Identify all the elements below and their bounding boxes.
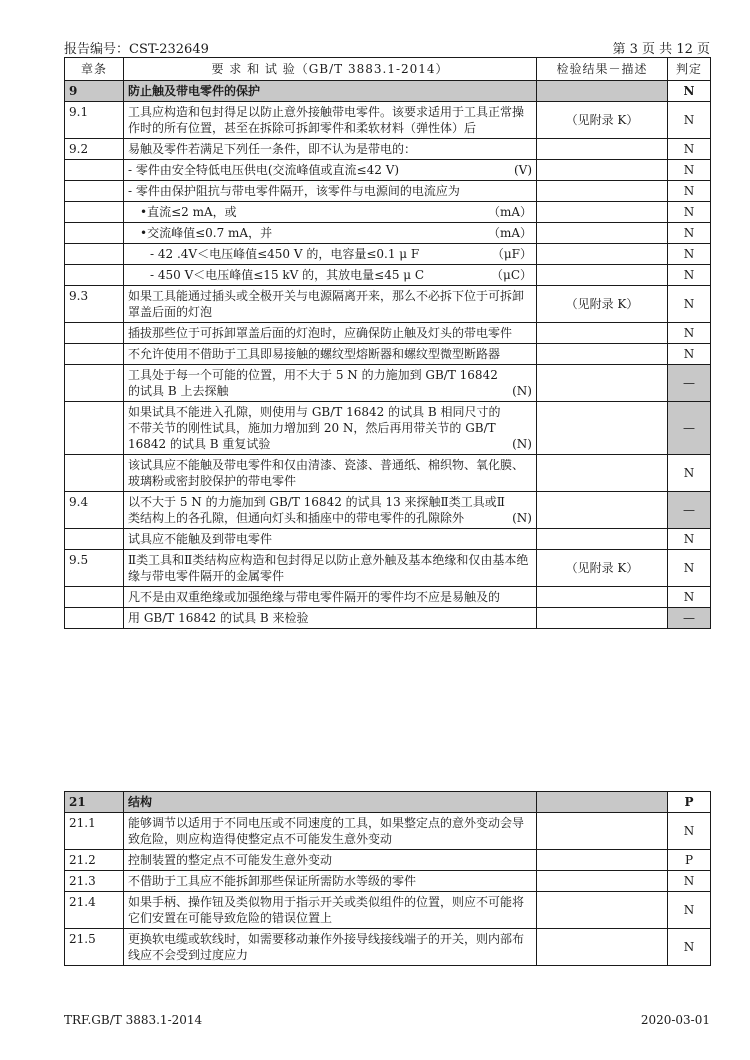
section-result xyxy=(537,81,668,102)
verdict-cell: N xyxy=(668,550,711,587)
requirement-line xyxy=(150,267,532,283)
requirement-body: - 零件由保护阻抗与带电零件隔开，该零件与电源间的电流应为 xyxy=(128,184,460,198)
requirement-body: 不允许使用不借助于工具即易接触的螺纹型熔断器和螺纹型微型断路器 xyxy=(128,347,501,361)
table-row xyxy=(65,587,711,608)
result-description xyxy=(537,492,668,529)
footer-standard: TRF.GB/T 3883.1-2014 xyxy=(64,1013,203,1027)
measure-unit: (N) xyxy=(512,437,532,451)
table-row xyxy=(65,850,711,871)
clause-number xyxy=(65,587,124,608)
table-row xyxy=(65,323,711,344)
requirement-text xyxy=(124,265,537,286)
verdict-cell: N xyxy=(668,344,711,365)
result-description xyxy=(537,139,668,160)
result-description: （见附录 K） xyxy=(537,286,668,323)
result-description xyxy=(537,929,668,966)
clause-number xyxy=(65,244,124,265)
requirement-body: •直流≤2 mA，或 xyxy=(140,205,237,219)
table-row xyxy=(65,160,711,181)
result-description xyxy=(537,892,668,929)
column-header-verdict: 判定 xyxy=(668,58,711,81)
result-description xyxy=(537,160,668,181)
result-description xyxy=(537,365,668,402)
column-header-result: 检验结果－描述 xyxy=(537,58,668,81)
verdict-cell: N xyxy=(668,102,711,139)
result-description xyxy=(537,223,668,244)
clause-number xyxy=(65,202,124,223)
requirement-body: 控制装置的整定点不可能发生意外变动 xyxy=(128,853,333,867)
verdict-cell: N xyxy=(668,529,711,550)
requirement-text xyxy=(124,529,537,550)
clause-number: 21.5 xyxy=(65,929,124,966)
requirement-body: 易触及零件若满足下列任一条件，即不认为是带电的： xyxy=(128,142,417,156)
table-row xyxy=(65,529,711,550)
page-number: 第 3 页 共 12 页 xyxy=(612,42,710,57)
verdict-cell: N xyxy=(668,202,711,223)
table-row xyxy=(65,492,711,529)
clause-number: 21.3 xyxy=(65,871,124,892)
table-row xyxy=(65,929,711,966)
result-description xyxy=(537,202,668,223)
requirement-body: 该试具应不能触及带电零件和仅由清漆、瓷漆、普通纸、棉织物、氧化膜、玻璃粉或密封胶保护的带电零件 xyxy=(128,458,525,488)
clause-number xyxy=(65,365,124,402)
clause-number xyxy=(65,402,124,455)
verdict-cell: N xyxy=(668,244,711,265)
requirement-line xyxy=(128,162,532,178)
table-row xyxy=(65,365,711,402)
requirement-body: Ⅱ类工具和Ⅱ类结构应构造和包封得足以防止意外触及基本绝缘和仅由基本绝缘与带电零件隔开的金属零件 xyxy=(128,553,529,583)
measure-unit: （mA） xyxy=(487,205,532,219)
table-row xyxy=(65,102,711,139)
verdict-cell: N xyxy=(668,139,711,160)
requirement-text xyxy=(124,402,537,455)
table-row xyxy=(65,244,711,265)
verdict-cell: N xyxy=(668,455,711,492)
table-row xyxy=(65,223,711,244)
result-description xyxy=(537,587,668,608)
section-result xyxy=(537,792,668,813)
requirement-body: - 零件由安全特低电压供电(交流峰值或直流≤42 V) xyxy=(128,163,400,177)
verdict-cell: N xyxy=(668,265,711,286)
clause-number: 9.4 xyxy=(65,492,124,529)
verdict-cell: N xyxy=(668,929,711,966)
clause-number xyxy=(65,344,124,365)
section-verdict: P xyxy=(668,792,711,813)
table-row xyxy=(65,265,711,286)
result-description xyxy=(537,455,668,492)
clause-number xyxy=(65,323,124,344)
result-description xyxy=(537,850,668,871)
requirement-text xyxy=(124,344,537,365)
verdict-cell: P xyxy=(668,850,711,871)
requirement-line xyxy=(128,404,532,452)
table-row xyxy=(65,202,711,223)
measure-unit: (N) xyxy=(512,511,532,525)
requirement-body: 插拔那些位于可拆卸罩盖后面的灯泡时，应确保防止触及灯头的带电零件 xyxy=(128,326,513,340)
result-description xyxy=(537,813,668,850)
clause-number: 9.1 xyxy=(65,102,124,139)
section-heading-row xyxy=(65,792,711,813)
section-number: 9 xyxy=(65,81,124,102)
requirement-text xyxy=(124,244,537,265)
requirement-text xyxy=(124,455,537,492)
requirement-line xyxy=(140,204,532,220)
verdict-cell: N xyxy=(668,892,711,929)
measure-unit: （mA） xyxy=(487,226,532,240)
requirement-text xyxy=(124,286,537,323)
requirement-text xyxy=(124,181,537,202)
section-title: 结构 xyxy=(124,792,537,813)
measure-unit: （μF） xyxy=(491,247,532,261)
section-verdict: N xyxy=(668,81,711,102)
footer-date: 2020-03-01 xyxy=(640,1013,710,1027)
result-description xyxy=(537,871,668,892)
requirement-text xyxy=(124,323,537,344)
verdict-cell: N xyxy=(668,587,711,608)
clause-number: 9.5 xyxy=(65,550,124,587)
section-title: 防止触及带电零件的保护 xyxy=(124,81,537,102)
verdict-cell: N xyxy=(668,323,711,344)
verdict-cell: N xyxy=(668,223,711,244)
requirement-line xyxy=(150,246,532,262)
clause-number xyxy=(65,160,124,181)
result-description xyxy=(537,529,668,550)
clause-number: 21.1 xyxy=(65,813,124,850)
column-header-clause: 章条 xyxy=(65,58,124,81)
verdict-cell: N xyxy=(668,871,711,892)
result-description xyxy=(537,181,668,202)
table-row xyxy=(65,344,711,365)
column-header-requirement: 要 求 和 试 验（GB/T 3883.1-2014） xyxy=(124,58,537,81)
requirement-text xyxy=(124,202,537,223)
table-row xyxy=(65,550,711,587)
table-row xyxy=(65,608,711,629)
verdict-cell: — xyxy=(668,365,711,402)
clause-number xyxy=(65,455,124,492)
requirement-body: 能够调节以适用于不同电压或不同速度的工具，如果整定点的意外变动会导致危险，则应构造得使整定点不可能发生意外变动 xyxy=(128,816,525,846)
result-description xyxy=(537,323,668,344)
clause-number xyxy=(65,608,124,629)
verdict-cell: N xyxy=(668,286,711,323)
clause-number xyxy=(65,181,124,202)
requirement-line xyxy=(128,494,532,526)
requirement-body: 工具处于每一个可能的位置，用不大于 5 N 的力施加到 GB/T 16842 的试具 B 上去探触 xyxy=(128,368,498,398)
clause-number xyxy=(65,265,124,286)
table-row xyxy=(65,892,711,929)
requirement-text xyxy=(124,813,537,850)
result-description: （见附录 K） xyxy=(537,102,668,139)
clause-number xyxy=(65,223,124,244)
requirement-body: 凡不是由双重绝缘或加强绝缘与带电零件隔开的零件均不应是易触及的 xyxy=(128,590,501,604)
requirement-body: •交流峰值≤0.7 mA，并 xyxy=(140,226,273,240)
requirement-text xyxy=(124,550,537,587)
table-row xyxy=(65,286,711,323)
requirement-body: 不借助于工具应不能拆卸那些保证所需防水等级的零件 xyxy=(128,874,417,888)
requirement-text xyxy=(124,365,537,402)
requirement-text xyxy=(124,929,537,966)
requirement-text xyxy=(124,587,537,608)
requirement-text xyxy=(124,139,537,160)
table-row xyxy=(65,813,711,850)
requirement-body: 工具应构造和包封得足以防止意外接触带电零件。该要求适用于工具正常操作时的所有位置，甚至在拆除可拆卸零件和柔软材料（弹性体）后 xyxy=(128,105,525,135)
requirement-body: 如果手柄、操作钮及类似物用于指示开关或类似组件的位置，则应不可能将它们安置在可能导致危险的错误位置上 xyxy=(128,895,525,925)
result-description: （见附录 K） xyxy=(537,550,668,587)
requirements-table-section-21 xyxy=(64,791,711,966)
requirement-text xyxy=(124,223,537,244)
result-description xyxy=(537,265,668,286)
clause-number: 9.2 xyxy=(65,139,124,160)
requirement-body: 以不大于 5 N 的力施加到 GB/T 16842 的试具 13 来探触Ⅱ类工具或Ⅱ类结构上的各孔隙，但通向灯头和插座中的带电零件的孔隙除外 xyxy=(128,495,505,525)
measure-unit: (V) xyxy=(513,163,532,177)
table-row xyxy=(65,181,711,202)
page-header xyxy=(64,38,710,56)
requirement-text xyxy=(124,850,537,871)
verdict-cell: — xyxy=(668,402,711,455)
requirement-text xyxy=(124,102,537,139)
section-number: 21 xyxy=(65,792,124,813)
requirement-text xyxy=(124,160,537,181)
table-row xyxy=(65,139,711,160)
verdict-cell: N xyxy=(668,813,711,850)
requirement-body: - 42 .4V＜电压峰值≤450 V 的，电容量≤0.1 μ F xyxy=(150,247,420,261)
requirement-text xyxy=(124,492,537,529)
clause-number: 21.2 xyxy=(65,850,124,871)
section-heading-row xyxy=(65,81,711,102)
clause-number xyxy=(65,529,124,550)
verdict-cell: — xyxy=(668,608,711,629)
measure-unit: （μC） xyxy=(491,268,532,282)
requirement-text xyxy=(124,892,537,929)
requirement-text xyxy=(124,871,537,892)
measure-unit: (N) xyxy=(512,384,532,398)
result-description xyxy=(537,344,668,365)
table-row xyxy=(65,871,711,892)
requirement-body: 如果试具不能进入孔隙，则使用与 GB/T 16842 的试具 B 相同尺寸的不带关节的刚性试具，施加力增加到 20 N，然后再用带关节的 GB/T 16842 的试具 B 重复试验 xyxy=(128,405,501,451)
table-row xyxy=(65,402,711,455)
result-description xyxy=(537,402,668,455)
requirement-body: 更换软电缆或软线时，如需要移动兼作外接导线接线端子的开关，则内部布线应不会受到过度应力 xyxy=(128,932,525,962)
requirement-line xyxy=(140,225,532,241)
requirement-body: 用 GB/T 16842 的试具 B 来检验 xyxy=(128,611,309,625)
requirement-body: - 450 V＜电压峰值≤15 kV 的，其放电量≤45 μ C xyxy=(150,268,425,282)
clause-number: 9.3 xyxy=(65,286,124,323)
requirement-body: 如果工具能通过插头或全极开关与电源隔离开来，那么不必拆下位于可拆卸罩盖后面的灯泡 xyxy=(128,289,525,319)
requirements-table-section-9 xyxy=(64,57,711,629)
result-description xyxy=(537,608,668,629)
verdict-cell: — xyxy=(668,492,711,529)
verdict-cell: N xyxy=(668,160,711,181)
requirement-body: 试具应不能触及到带电零件 xyxy=(128,532,273,546)
clause-number: 21.4 xyxy=(65,892,124,929)
verdict-cell: N xyxy=(668,181,711,202)
report-number: 报告编号：CST-232649 xyxy=(64,42,209,57)
requirement-line xyxy=(128,367,532,399)
result-description xyxy=(537,244,668,265)
table-row xyxy=(65,455,711,492)
requirement-text xyxy=(124,608,537,629)
table-header-row xyxy=(65,58,711,81)
